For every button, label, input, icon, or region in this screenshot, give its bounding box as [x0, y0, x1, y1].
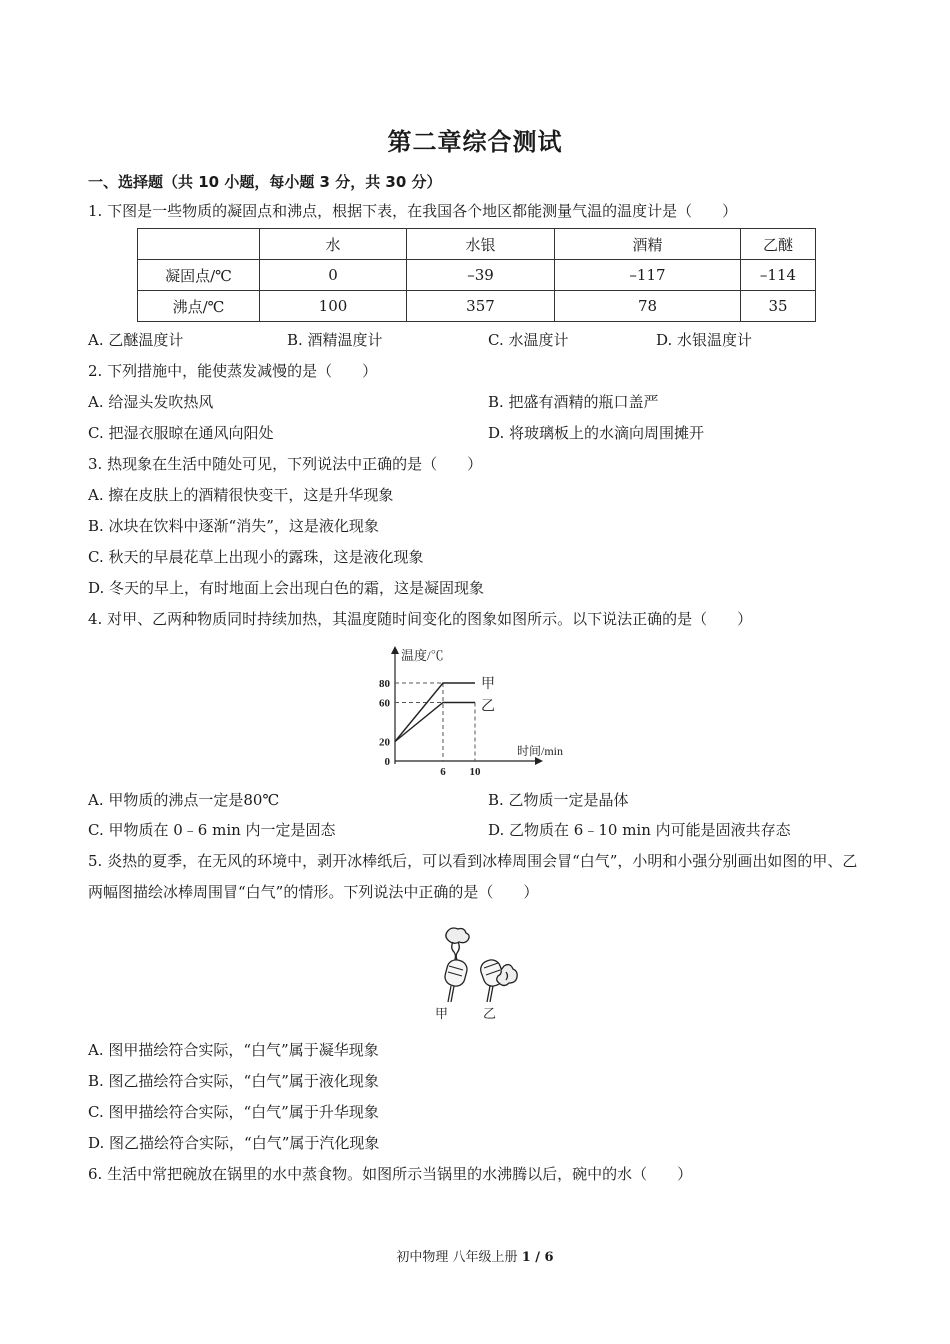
figure-label-jia: 甲 — [435, 1007, 449, 1022]
series-line-yi — [395, 703, 475, 742]
table-cell: 357 — [407, 291, 555, 322]
q5-option-a: A. 图甲描绘符合实际，“白气”属于凝华现象 — [88, 1041, 379, 1059]
y-axis-arrow — [391, 646, 399, 654]
q1-option-a: A. 乙醚温度计 — [88, 331, 184, 349]
question-4-stem: 4. 对甲、乙两种物质同时持续加热，其温度随时间变化的图象如图所示。以下说法正确的是（ ） — [88, 610, 753, 628]
table-header-row — [138, 229, 816, 260]
q5-option-c: C. 图甲描绘符合实际，“白气”属于升华现象 — [88, 1103, 379, 1121]
y-axis-label: 温度/℃ — [401, 648, 444, 663]
table-cell: 78 — [555, 291, 741, 322]
x-axis-label: 时间/min — [517, 744, 564, 758]
question-1-stem: 1. 下图是一些物质的凝固点和沸点，根据下表，在我国各个地区都能测量气温的温度计是（ ） — [88, 202, 738, 220]
ice-pop-jia-illustration — [443, 928, 469, 1002]
x-axis-arrow — [535, 757, 543, 765]
table-header-cell: 水银 — [407, 229, 555, 260]
q5-option-b: B. 图乙描绘符合实际，“白气”属于液化现象 — [88, 1072, 379, 1090]
q1-option-b: B. 酒精温度计 — [287, 331, 383, 349]
q3-option-c: C. 秋天的早晨花草上出现小的露珠，这是液化现象 — [88, 548, 424, 566]
question-3-stem: 3. 热现象在生活中随处可见，下列说法中正确的是（ ） — [88, 455, 483, 473]
x-tick-label: 6 — [440, 766, 446, 778]
table-cell: 凝固点/℃ — [138, 260, 260, 291]
table-header-cell: 水 — [260, 229, 407, 260]
y-tick-label: 60 — [379, 697, 390, 710]
temperature-time-chart — [362, 644, 577, 778]
series-label-jia: 甲 — [481, 676, 495, 692]
x-tick-label: 10 — [469, 766, 481, 778]
table-row — [138, 291, 816, 322]
table-header-cell: 酒精 — [555, 229, 741, 260]
ice-pop-yi-illustration — [478, 957, 517, 1002]
q1-option-c: C. 水温度计 — [488, 331, 569, 349]
table-cell: 0 — [260, 260, 407, 291]
figure-label-yi: 乙 — [483, 1007, 497, 1022]
q2-option-d: D. 将玻璃板上的水滴向周围摊开 — [488, 424, 705, 442]
q2-option-c: C. 把湿衣服晾在通风向阳处 — [88, 424, 274, 442]
series-line-jia — [395, 683, 475, 742]
table-cell: 100 — [260, 291, 407, 322]
q1-option-d: D. 水银温度计 — [656, 331, 753, 349]
q3-option-a: A. 擦在皮肤上的酒精很快变干，这是升华现象 — [88, 486, 394, 504]
q4-option-d: D. 乙物质在 6﹣10 min 内可能是固液共存态 — [488, 821, 791, 839]
table-header-cell: 乙醚 — [741, 229, 816, 260]
table-cell: 沸点/℃ — [138, 291, 260, 322]
q4-option-b: B. 乙物质一定是晶体 — [488, 791, 629, 809]
page-number: 1 / 6 — [521, 1250, 554, 1265]
table-row — [138, 260, 816, 291]
q3-option-b: B. 冰块在饮料中逐渐“消失”，这是液化现象 — [88, 517, 379, 535]
question-6-stem: 6. 生活中常把碗放在锅里的水中蒸食物。如图所示当锅里的水沸腾以后，碗中的水（ ） — [88, 1165, 693, 1183]
ice-pop-steam-figure — [420, 922, 530, 1022]
table-cell: –117 — [555, 260, 741, 291]
question-2-stem: 2. 下列措施中，能使蒸发减慢的是（ ） — [88, 362, 378, 380]
table-cell: –39 — [407, 260, 555, 291]
q3-option-d: D. 冬天的早上，有时地面上会出现白色的霜，这是凝固现象 — [88, 579, 485, 597]
section-heading: 一、选择题（共 10 小题，每小题 3 分，共 30 分） — [88, 173, 442, 191]
question-5-stem: 5. 炎热的夏季，在无风的环境中，剥开冰棒纸后，可以看到冰棒周围会冒“白气”，小明和小强分别画出如图的甲、乙两幅图描绘冰棒周围冒“白气”的情形。下列说法中正确的是（ ） — [88, 852, 858, 901]
page-footer — [0, 1246, 950, 1265]
y-tick-label: 80 — [379, 678, 390, 690]
q2-option-b: B. 把盛有酒精的瓶口盖严 — [488, 393, 659, 411]
table-header-cell — [138, 229, 260, 260]
q2-option-a: A. 给湿头发吹热风 — [88, 393, 214, 411]
q5-option-d: D. 图乙描绘符合实际，“白气”属于汽化现象 — [88, 1134, 380, 1152]
series-label-yi: 乙 — [481, 698, 495, 715]
footer-course: 初中物理 八年级上册 — [396, 1250, 518, 1265]
y-tick-label: 20 — [379, 736, 390, 749]
q4-option-c: C. 甲物质在 0﹣6 min 内一定是固态 — [88, 821, 336, 839]
table-cell: –114 — [741, 260, 816, 291]
freezing-boiling-table — [137, 228, 816, 322]
table-cell: 35 — [741, 291, 816, 322]
q4-option-a: A. 甲物质的沸点一定是80℃ — [88, 791, 280, 809]
x-tick-label: 0 — [384, 756, 390, 768]
page-title: 第二章综合测试 — [387, 128, 563, 156]
